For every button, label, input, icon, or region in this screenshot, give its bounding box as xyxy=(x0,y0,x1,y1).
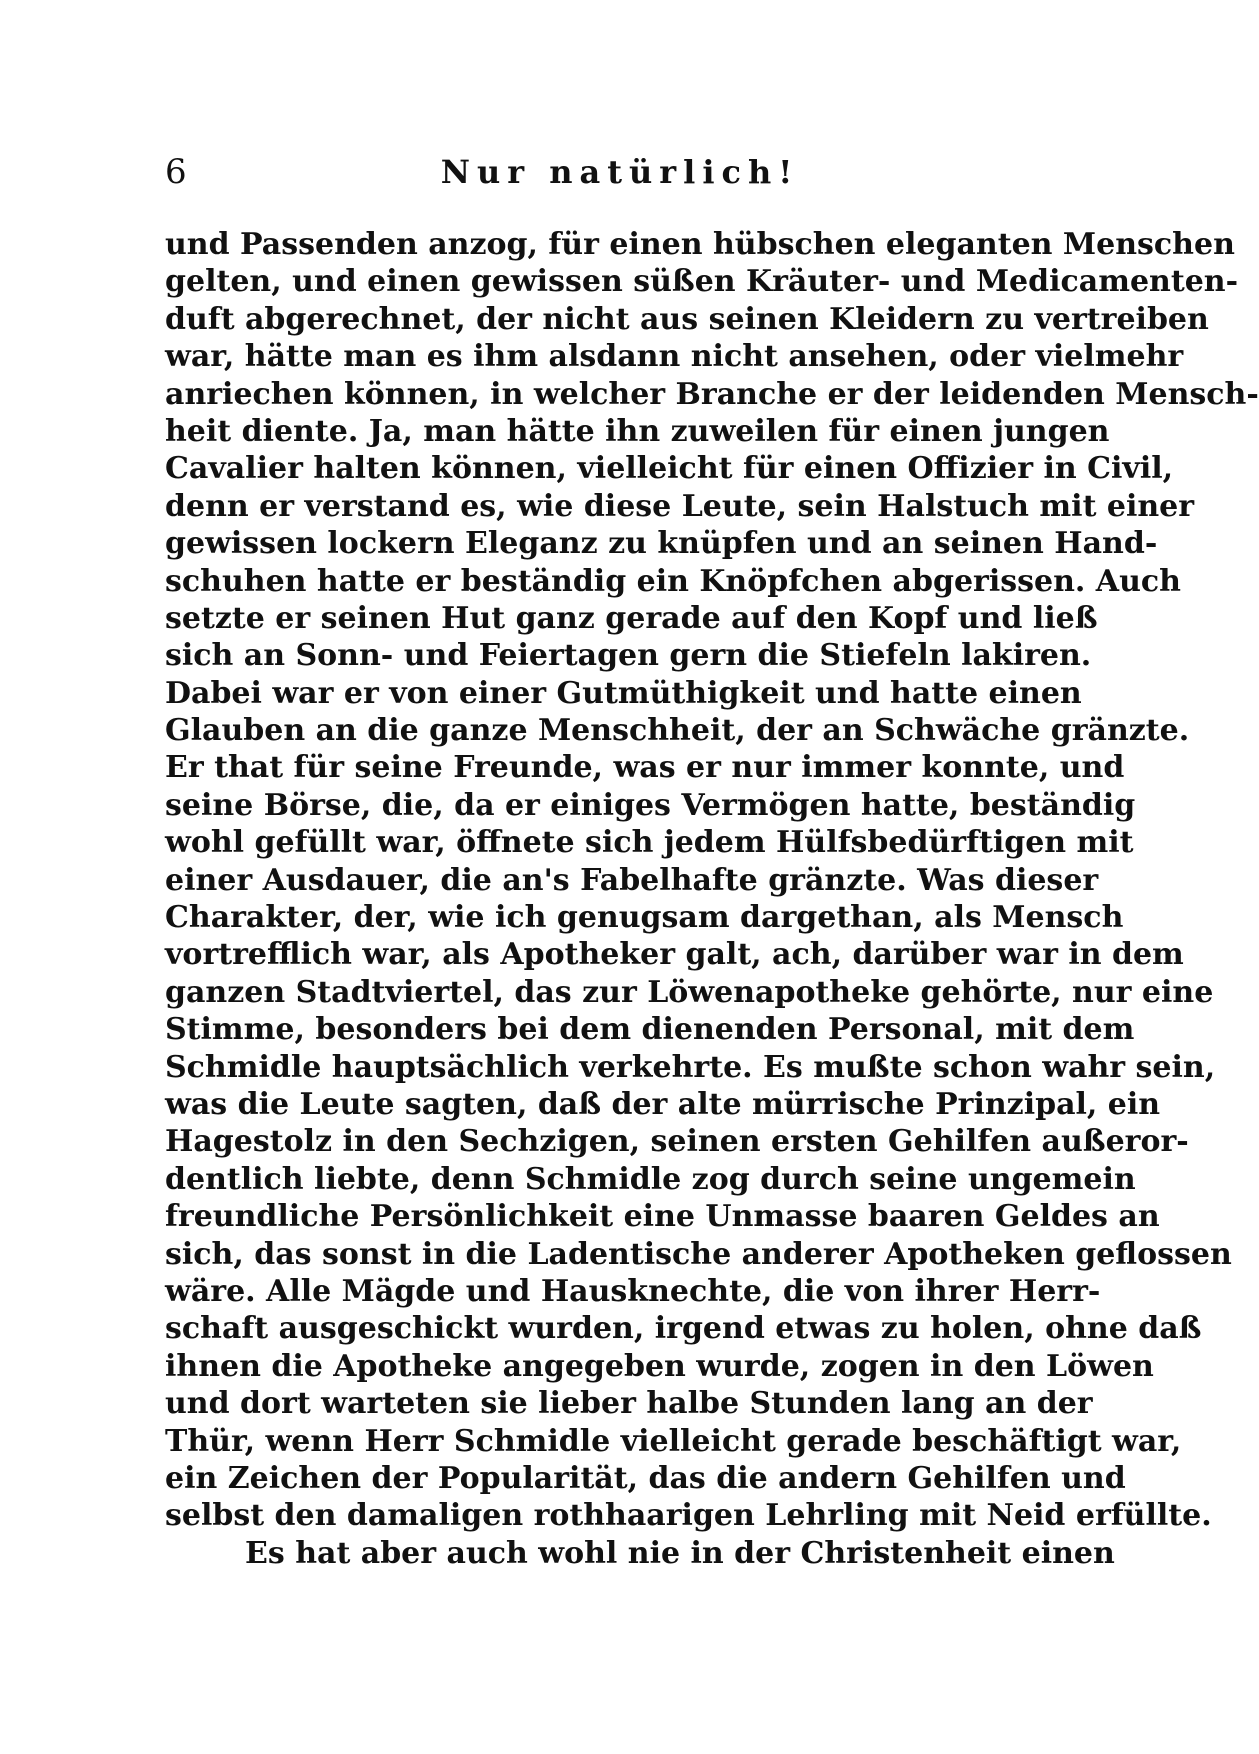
text-line: was die Leute sagten, daß der alte mürrische Prinzipal, ein xyxy=(165,1086,1161,1122)
text-line: selbst den damaligen rothhaarigen Lehrling mit Neid erfüllte. xyxy=(165,1498,1212,1534)
text-line: ein Zeichen der Popularität, das die andern Gehilfen und xyxy=(165,1460,1126,1496)
body-text xyxy=(165,226,1259,1572)
running-title: Nur natürlich! xyxy=(440,153,800,191)
text-line: seine Börse, die, da er einiges Vermögen hatte, beständig xyxy=(165,787,1136,823)
text-line: setzte er seinen Hut ganz gerade auf den Kopf und ließ xyxy=(165,600,1098,636)
text-line: war, hätte man es ihm alsdann nicht ansehen, oder vielmehr xyxy=(165,339,1184,375)
text-line: Charakter, der, wie ich genugsam dargethan, als Mensch xyxy=(165,900,1124,936)
text-line: Glauben an die ganze Menschheit, der an Schwäche gränzte. xyxy=(165,713,1190,749)
text-line: freundliche Persönlichkeit eine Unmasse baaren Geldes an xyxy=(165,1199,1160,1235)
text-line: sich an Sonn- und Feiertagen gern die Stiefeln lakiren. xyxy=(165,638,1092,674)
text-line: Dabei war er von einer Gutmüthigkeit und hatte einen xyxy=(165,675,1082,711)
text-line: anriechen können, in welcher Branche er der leidenden Mensch- xyxy=(165,376,1259,412)
text-line: schaft ausgeschickt wurden, irgend etwas zu holen, ohne daß xyxy=(165,1311,1202,1347)
page-header xyxy=(165,152,1075,202)
text-line: ganzen Stadtviertel, das zur Löwenapotheke gehörte, nur eine xyxy=(165,974,1214,1010)
text-line: wäre. Alle Mägde und Hausknechte, die von ihrer Herr- xyxy=(165,1273,1101,1309)
text-line: einer Ausdauer, die an's Fabelhafte gränzte. Was dieser xyxy=(165,862,1099,898)
text-line: Schmidle hauptsächlich verkehrte. Es mußte schon wahr sein, xyxy=(165,1049,1216,1085)
text-line: heit diente. Ja, man hätte ihn zuweilen für einen jungen xyxy=(165,413,1110,449)
text-line: gewissen lockern Eleganz zu knüpfen und an seinen Hand- xyxy=(165,526,1158,562)
text-line: und dort warteten sie lieber halbe Stunden lang an der xyxy=(165,1386,1093,1422)
text-line: Es hat aber auch wohl nie in der Christenheit einen xyxy=(245,1535,1115,1571)
text-line: schuhen hatte er beständig ein Knöpfchen abgerissen. Auch xyxy=(165,563,1181,599)
text-line: duft abgerechnet, der nicht aus seinen Kleidern zu vertreiben xyxy=(165,301,1209,337)
text-line: Thür, wenn Herr Schmidle vielleicht gerade beschäftigt war, xyxy=(165,1423,1182,1459)
text-line: denn er verstand es, wie diese Leute, sein Halstuch mit einer xyxy=(165,488,1195,524)
text-line: sich, das sonst in die Ladentische anderer Apotheken geflossen xyxy=(165,1236,1232,1272)
text-line: Cavalier halten können, vielleicht für einen Offizier in Civil, xyxy=(165,451,1174,487)
text-line: ihnen die Apotheke angegeben wurde, zogen in den Löwen xyxy=(165,1348,1154,1384)
text-line: wohl gefüllt war, öffnete sich jedem Hülfsbedürftigen mit xyxy=(165,825,1134,861)
text-line: Er that für seine Freunde, was er nur immer konnte, und xyxy=(165,750,1125,786)
text-line: gelten, und einen gewissen süßen Kräuter- und Medicamenten- xyxy=(165,264,1239,300)
text-line: und Passenden anzog, für einen hübschen eleganten Menschen xyxy=(165,227,1235,262)
text-line: Stimme, besonders bei dem dienenden Personal, mit dem xyxy=(165,1012,1135,1048)
text-line: dentlich liebte, denn Schmidle zog durch seine ungemein xyxy=(165,1161,1136,1197)
text-line: Hagestolz in den Sechzigen, seinen ersten Gehilfen außeror- xyxy=(165,1124,1189,1160)
text-line: vortrefflich war, als Apotheker galt, ach, darüber war in dem xyxy=(165,937,1184,973)
page-number: 6 xyxy=(165,152,187,192)
